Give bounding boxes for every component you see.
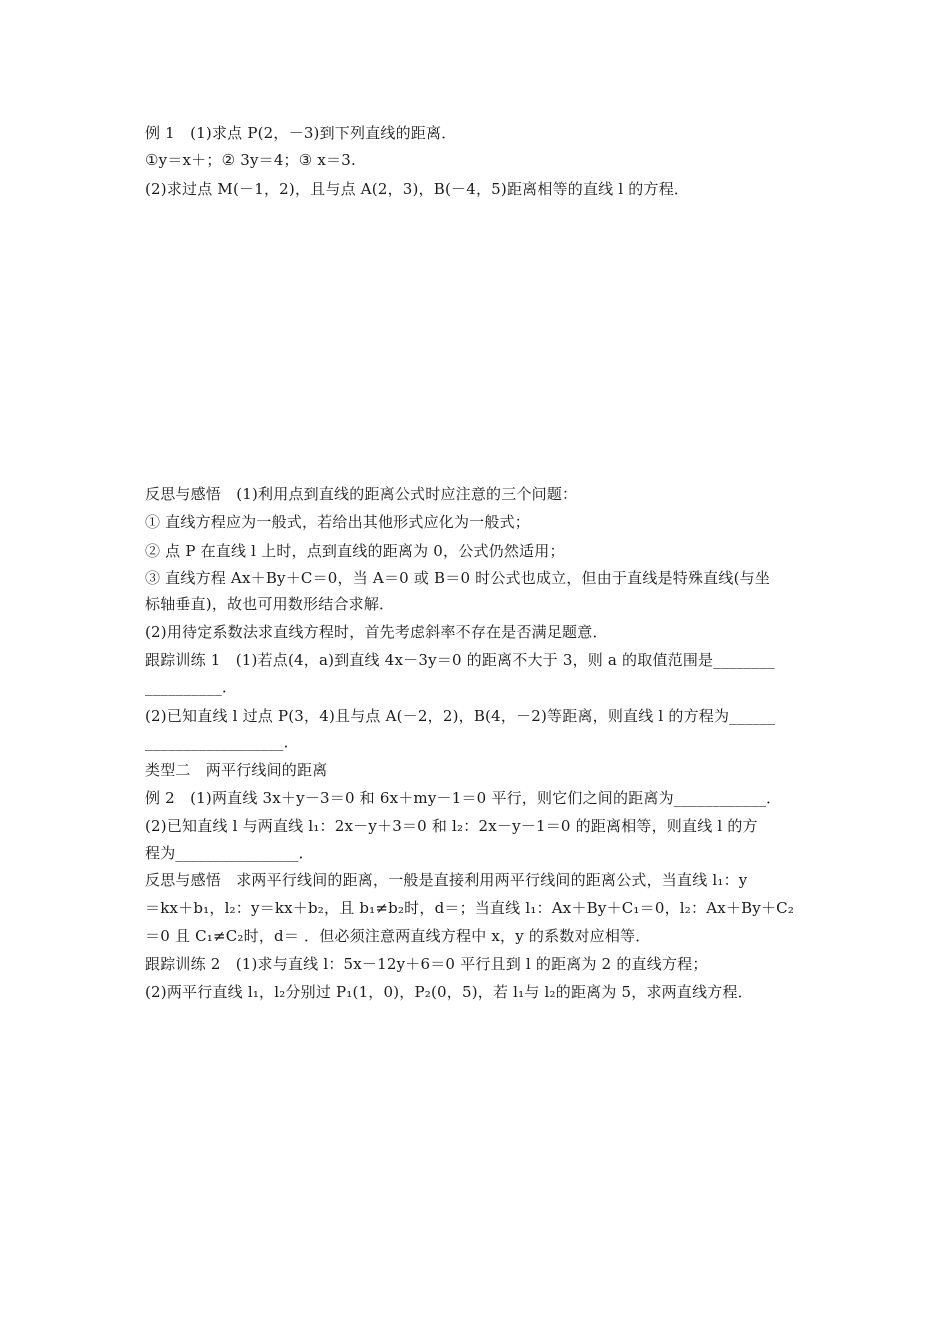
reflection2-line2: ＝kx＋b₁，l₂：y＝kx＋b₂，且 b₁≠b₂时，d＝；当直线 l₁：Ax＋By＋C₁＝0，l₂：Ax＋By＋C₂ — [145, 899, 795, 917]
example2-line2: (2)已知直线 l 与两直线 l₁：2x－y＋3＝0 和 l₂：2x－y－1＝0 的距离相等，则直线 l 的方 — [145, 817, 758, 835]
example1-line3: (2)求过点 M(－1，2)，且与点 A(2，3)，B(－4，5)距离相等的直线 l 的方程． — [145, 180, 690, 198]
training2-line2: (2)两平行直线 l₁，l₂分别过 P₁(1，0)，P₂(0，5)，若 l₁与 l₂的距离为 5，求两直线方程． — [145, 983, 753, 1001]
example1-line1: 例 1 (1)求点 P(2，－3)到下列直线的距离． — [145, 124, 457, 142]
reflection2-line1: 反思与感悟 求两平行线间的距离，一般是直接利用两平行线间的距离公式，当直线 l₁：y — [145, 871, 748, 889]
training1-line1: 跟踪训练 1 (1)若点(4，a)到直线 4x－3y＝0 的距离不大于 3，则 a 的取值范围是________ — [145, 651, 775, 669]
reflection1-line2: ① 直线方程应为一般式，若给出其他形式应化为一般式； — [145, 513, 530, 531]
reflection1-line4: ③ 直线方程 Ax＋By＋C＝0，当 A＝0 或 B＝0 时公式也成立，但由于直线是特殊直线(与坐 — [145, 569, 771, 587]
example2-line1: 例 2 (1)两直线 3x＋y－3＝0 和 6x＋my－1＝0 平行，则它们之间的距离为____________． — [145, 789, 782, 807]
example1-line2: ①y＝x＋；② 3y＝4；③ x＝3. — [145, 151, 356, 169]
training1-line2: __________． — [145, 678, 238, 696]
reflection1-line3: ② 点 P 在直线 l 上时，点到直线的距离为 0，公式仍然适用； — [145, 542, 565, 560]
reflection1-line1: 反思与感悟 (1)利用点到直线的距离公式时应注意的三个问题： — [145, 485, 578, 503]
example2-line3: 程为________________． — [145, 844, 314, 862]
section2-title: 类型二 两平行线间的距离 — [145, 761, 328, 779]
reflection2-line3: ＝0 且 C₁≠C₂时，d＝ ．但必须注意两直线方程中 x，y 的系数对应相等． — [145, 927, 651, 945]
training2-line1: 跟踪训练 2 (1)求与直线 l：5x－12y＋6＝0 平行且到 l 的距离为 2 的直线方程； — [145, 955, 708, 973]
training1-line3: (2)已知直线 l 过点 P(3，4)且与点 A(－2，2)，B(4，－2)等距离，则直线 l 的方程为______ — [145, 707, 776, 725]
training1-line4: __________________． — [145, 733, 299, 751]
reflection1-line6: (2)用待定系数法求直线方程时，首先考虑斜率不存在是否满足题意． — [145, 623, 608, 641]
reflection1-line5: 标轴垂直)，故也可用数形结合求解． — [145, 595, 395, 613]
